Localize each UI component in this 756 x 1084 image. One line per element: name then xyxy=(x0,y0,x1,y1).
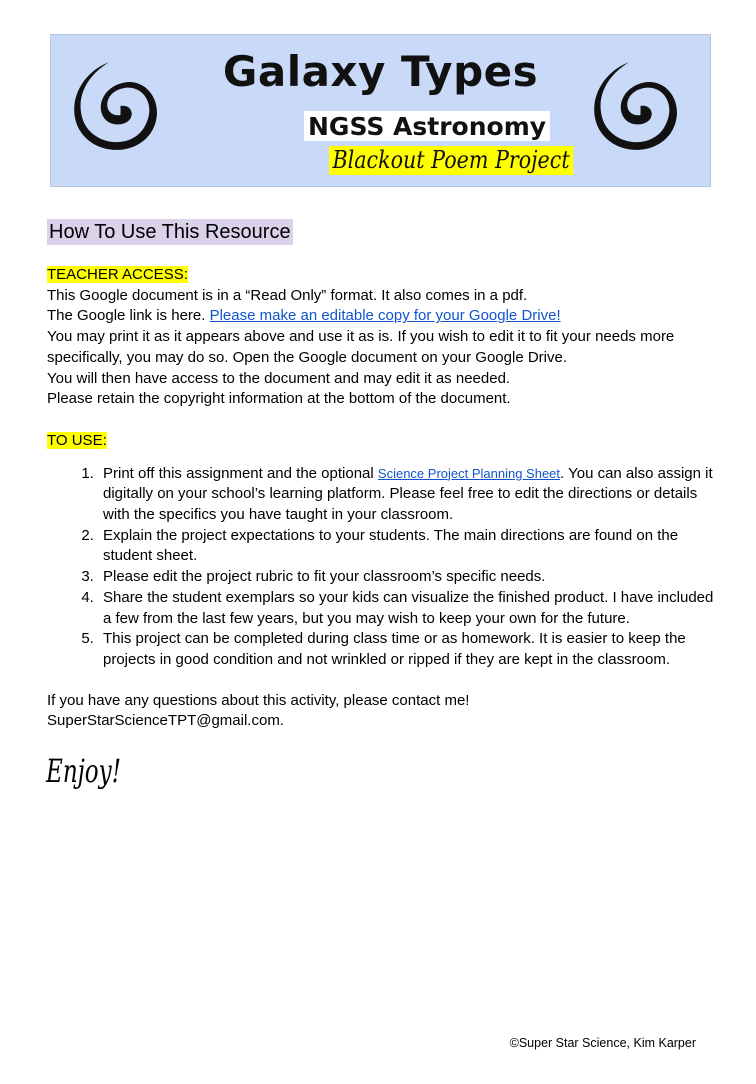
contact-block xyxy=(47,691,717,732)
copyright-footer: ©Super Star Science, Kim Karper xyxy=(509,1036,696,1050)
teacher-access-line-4: You will then have access to the document and may edit it as needed. xyxy=(47,369,511,387)
teacher-access-label: TEACHER ACCESS: xyxy=(47,266,188,283)
planning-sheet-link[interactable]: Science Project Planning Sheet xyxy=(377,465,561,481)
editable-copy-link[interactable]: Please make an editable copy for your Google Drive! xyxy=(209,307,561,325)
banner-title: Galaxy Types xyxy=(222,47,539,96)
teacher-access-line-5: Please retain the copyright information at the bottom of the document. xyxy=(47,390,511,408)
teacher-access-line-3: You may print it as it appears above and use it as is. If you wish to edit it to fit your needs more specifically, you may do so. Open the Google document on your Google Drive. xyxy=(47,328,675,366)
signoff-text: Enjoy! xyxy=(46,752,121,790)
list-item: 4. Share the student exemplars so your kids can visualize the finished product. I have included a few from the last few years, but you may wish to keep your own for the future. xyxy=(98,588,717,629)
link-intro-text: The Google link is here. xyxy=(47,307,210,325)
contact-line: If you have any questions about this activity, please contact me! xyxy=(47,691,470,709)
list-item-text: . You can also assign it digitally on your school’s learning platform. Please feel free to edit the directions or details with the specifics you have taught in your classroom. xyxy=(103,464,713,524)
instructions-list xyxy=(47,464,717,671)
teacher-access-line-1: This Google document is in a “Read Only” format. It also comes in a pdf. xyxy=(47,286,528,304)
list-item xyxy=(98,464,717,526)
document-body xyxy=(47,265,717,732)
header-banner xyxy=(50,34,711,187)
contact-email: SuperStarScienceTPT@gmail.com. xyxy=(47,712,284,730)
banner-project-name: Blackout Poem Project xyxy=(329,146,573,175)
list-item: 3. Please edit the project rubric to fit your classroom’s specific needs. xyxy=(98,567,717,588)
list-item: 2. Explain the project expectations to your students. The main directions are found on the student sheet. xyxy=(98,526,717,567)
list-item: 5. This project can be completed during class time or as homework. It is easier to keep the projects in good condition and not wrinkled or ripped if they are kept in the classroom. xyxy=(98,629,717,670)
section-heading: How To Use This Resource xyxy=(49,221,291,243)
list-item-text: Print off this assignment and the optional xyxy=(103,464,378,482)
banner-subtitle: NGSS Astronomy xyxy=(304,111,550,141)
teacher-access-line-2 xyxy=(47,306,717,327)
to-use-label: TO USE: xyxy=(47,431,107,449)
